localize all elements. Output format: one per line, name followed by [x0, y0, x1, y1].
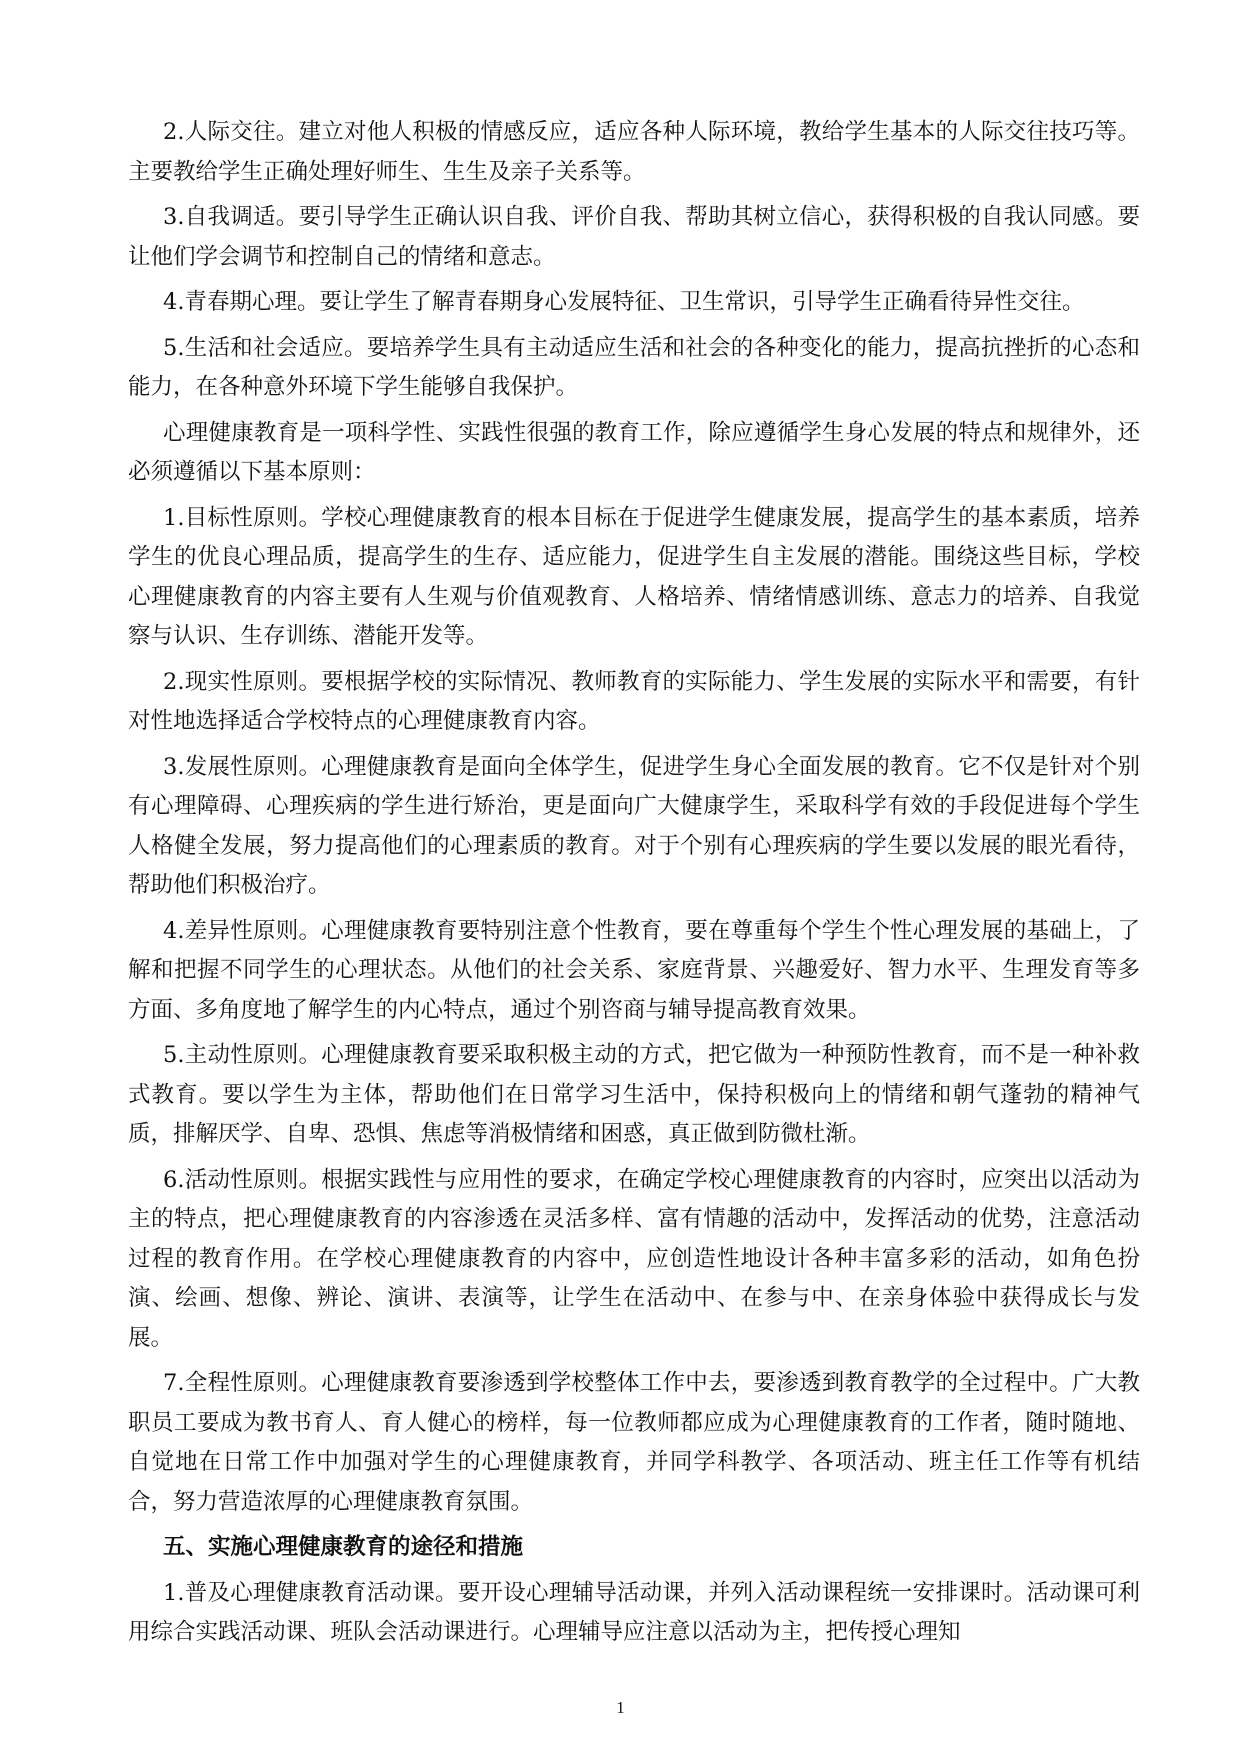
- paragraph-self-adjustment: 3.自我调适。要引导学生正确认识自我、评价自我、帮助其树立信心，获得积极的自我认同感。要让他们学会调节和控制自己的情绪和意志。: [128, 204, 1140, 270]
- paragraph-social-adaptation: 5.生活和社会适应。要培养学生具有主动适应生活和社会的各种变化的能力，提高抗挫折的心态和能力，在各种意外环境下学生能够自我保护。: [128, 334, 1140, 400]
- paragraph-interpersonal: 2.人际交往。建立对他人积极的情感反应，适应各种人际环境，教给学生基本的人际交往技巧等。主要教给学生正确处理好师生、生生及亲子关系等。: [128, 119, 1140, 185]
- paragraph-whole-process-principle: 7.全程性原则。心理健康教育要渗透到学校整体工作中去，要渗透到教育教学的全过程中。广大教职员工要成为教书育人、育人健心的榜样，每一位教师都应成为心理健康教育的工作者，随时随地、自觉地在日常工作中加强对学生的心理健康教育，并同学科教学、各项活动、班主任工作等有机结合，努力营造浓厚的心理健康教育氛围。: [128, 1370, 1140, 1515]
- paragraph-adolescence: 4.青春期心理。要让学生了解青春期身心发展特征、卫生常识，引导学生正确看待异性交往。: [163, 289, 1085, 315]
- paragraph-reality-principle: 2.现实性原则。要根据学校的实际情况、教师教育的实际能力、学生发展的实际水平和需要，有针对性地选择适合学校特点的心理健康教育内容。: [128, 668, 1140, 734]
- paragraph-goal-principle: 1.目标性原则。学校心理健康教育的根本目标在于促进学生健康发展，提高学生的基本素质，培养学生的优良心理品质，提高学生的生存、适应能力，促进学生自主发展的潜能。围绕这些目标，学校心理健康教育的内容主要有人生观与价值观教育、人格培养、情绪情感训练、意志力的培养、自我觉察与认识、生存训练、潜能开发等。: [128, 504, 1140, 649]
- page-number: 1: [616, 1698, 625, 1717]
- document-page: [128, 113, 1140, 1659]
- paragraph-difference-principle: 4.差异性原则。心理健康教育要特别注意个性教育，要在尊重每个学生个性心理发展的基础上，了解和把握不同学生的心理状态。从他们的社会关系、家庭背景、兴趣爱好、智力水平、生理发育等多方面、多角度地了解学生的内心特点，通过个别咨商与辅导提高教育效果。: [128, 917, 1140, 1023]
- section-heading: 五、实施心理健康教育的途径和措施: [163, 1534, 524, 1560]
- paragraph-development-principle: 3.发展性原则。心理健康教育是面向全体学生，促进学生身心全面发展的教育。它不仅是针对个别有心理障碍、心理疾病的学生进行矫治，更是面向广大健康学生，采取科学有效的手段促进每个学生人格健全发展，努力提高他们的心理素质的教育。对于个别有心理疾病的学生要以发展的眼光看待，帮助他们积极治疗。: [128, 753, 1140, 898]
- paragraph-principles-intro: 心理健康教育是一项科学性、实践性很强的教育工作，除应遵循学生身心发展的特点和规律外，还必须遵循以下基本原则：: [128, 419, 1140, 485]
- paragraph-activity-course: 1.普及心理健康教育活动课。要开设心理辅导活动课，并列入活动课程统一安排课时。活动课可利用综合实践活动课、班队会活动课进行。心理辅导应注意以活动为主，把传授心理知: [128, 1579, 1140, 1645]
- paragraph-initiative-principle: 5.主动性原则。心理健康教育要采取积极主动的方式，把它做为一种预防性教育，而不是一种补救式教育。要以学生为主体，帮助他们在日常学习生活中，保持积极向上的情绪和朝气蓬勃的精神气质，排解厌学、自卑、恐惧、焦虑等消极情绪和困惑，真正做到防微杜渐。: [128, 1042, 1140, 1147]
- paragraph-activity-principle: 6.活动性原则。根据实践性与应用性的要求，在确定学校心理健康教育的内容时，应突出以活动为主的特点，把心理健康教育的内容渗透在灵活多样、富有情趣的活动中，发挥活动的优势，注意活动过程的教育作用。在学校心理健康教育的内容中，应创造性地设计各种丰富多彩的活动，如角色扮演、绘画、想像、辨论、演讲、表演等，让学生在活动中、在参与中、在亲身体验中获得成长与发展。: [128, 1166, 1140, 1351]
